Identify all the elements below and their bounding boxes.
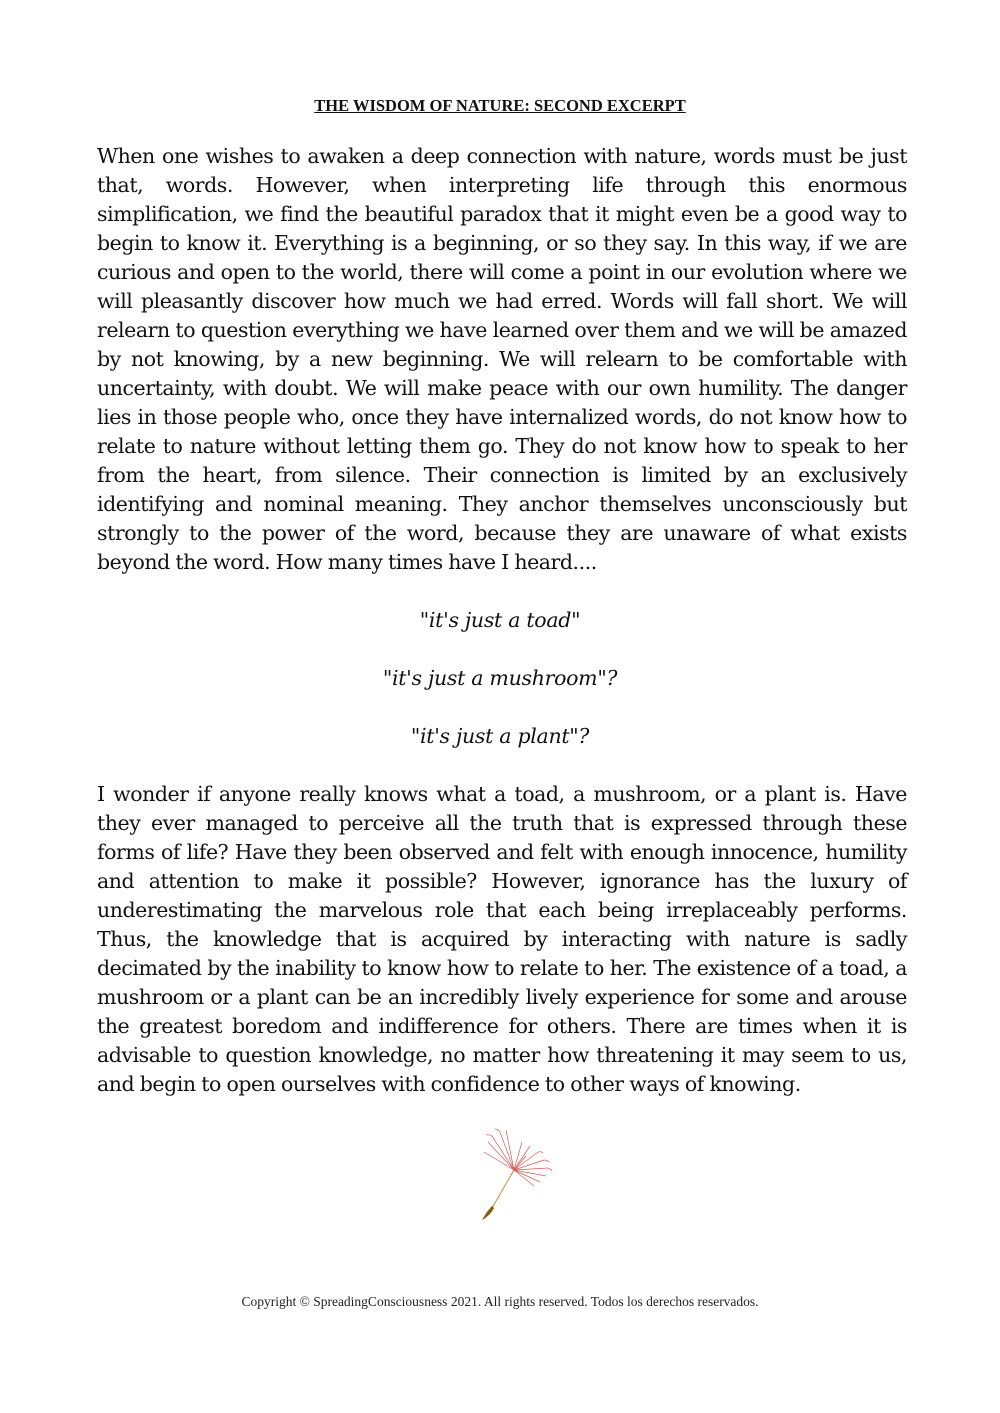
quote-plant: "it's just a plant"?	[410, 724, 590, 748]
body-paragraph-2: I wonder if anyone really knows what a toad, a mushroom, or a plant is. Have they ever managed to perceive all the truth that is expressed through these forms of life? Have they been observed and felt with enough innocence, humility and attention to make it possible? However, ignorance has the luxury of underestimating the marvelous role that each being irreplaceably performs. Thus, the knowledge that is acquired by interacting with nature is sadly decimated by the inability to know how to relate to her. The existence of a toad, a mushroom or a plant can be an incredibly lively experience for some and arouse the greatest boredom and indifference for others. There are times when it is advisable to question knowledge, no matter how threatening it may seem to us, and begin to open ourselves with confidence to other ways of knowing.	[97, 782, 907, 1096]
copyright-footer: Copyright © SpreadingConsciousness 2021. All rights reserved. Todos los derechos reservados.	[241, 1294, 759, 1309]
body-paragraph-1: When one wishes to awaken a deep connection with nature, words must be just that, words. However, when interpreting life through this enormous simplification, we find the beautiful paradox that it might even be a good way to begin to know it. Everything is a beginning, or so they say. In this way, if we are curious and open to the world, there will come a point in our evolution where we will pleasantly discover how much we had erred. Words will fall short. We will relearn to question everything we have learned over them and we will be amazed by not knowing, by a new beginning. We will relearn to be comfortable with uncertainty, with doubt. We will make peace with our own humility. The danger lies in those people who, once they have internalized words, do not know how to relate to nature without letting them go. They do not know how to speak to her from the heart, from silence. Their connection is limited by an exclusively identifying and nominal meaning. They anchor themselves unconsciously but strongly to the power of the word, because they are unaware of what exists beyond the word. How many times have I heard....	[97, 144, 907, 574]
dandelion-seed-icon	[470, 1128, 560, 1223]
quote-mushroom: "it's just a mushroom"?	[382, 666, 618, 690]
document-title: THE WISDOM OF NATURE: SECOND EXCERPT	[314, 96, 686, 115]
quote-toad: "it's just a toad"	[419, 608, 581, 632]
